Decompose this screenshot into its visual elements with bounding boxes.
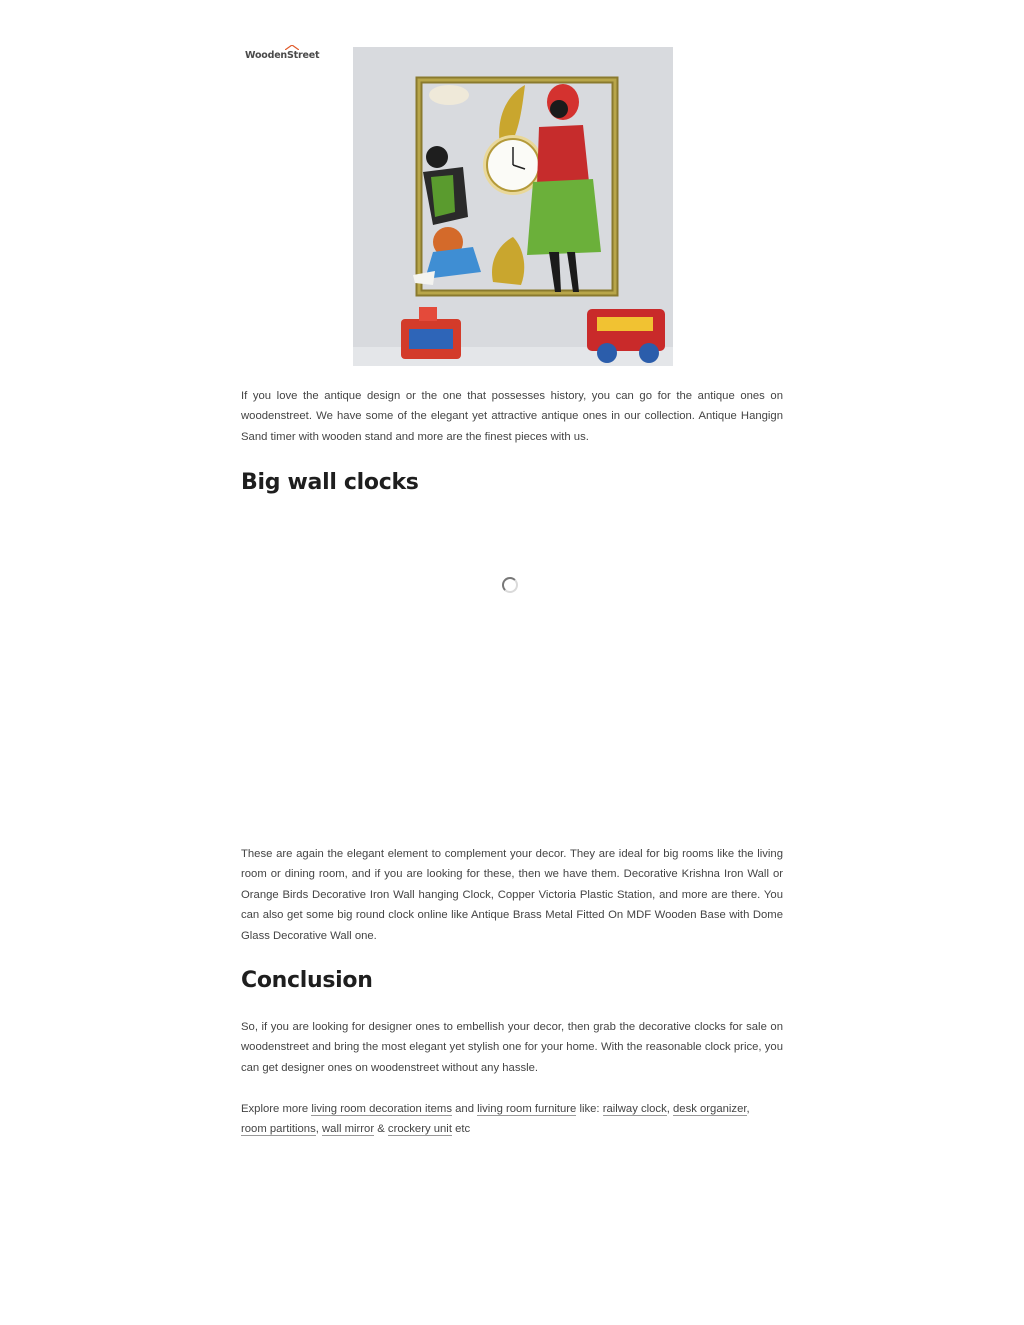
loading-spinner-icon — [502, 577, 518, 593]
link-living-room-furniture[interactable]: living room furniture — [477, 1103, 577, 1115]
comma-separator: , — [666, 1103, 670, 1115]
explore-prefix: Explore more — [241, 1103, 309, 1115]
clock-artwork-illustration — [353, 47, 673, 366]
logo-text: WoodenStreet — [245, 50, 320, 61]
explore-and: and — [455, 1103, 474, 1115]
link-living-room-decoration[interactable]: living room decoration items — [311, 1103, 452, 1115]
conclusion-paragraph — [241, 1017, 783, 1078]
link-room-partitions[interactable]: room partitions — [241, 1123, 316, 1136]
big-wall-clocks-paragraph — [241, 844, 783, 946]
section-heading-conclusion: Conclusion — [241, 968, 373, 993]
link-desk-organizer[interactable]: desk organizer — [673, 1103, 747, 1115]
comma-separator: , — [315, 1123, 319, 1136]
explore-more-paragraph — [241, 1099, 783, 1140]
product-image-wall-clock — [353, 47, 673, 366]
intro-paragraph-text: If you love the antique design or the one that possesses history, you can go for the antique ones on woodenstreet. We have some of the elegant yet attractive antique ones in our collection. Antique Hangign Sand timer with wooden stand and more are the finest pieces with us. — [241, 390, 783, 443]
section-heading-big-wall-clocks: Big wall clocks — [241, 470, 419, 495]
link-crockery-unit[interactable]: crockery unit — [387, 1123, 452, 1136]
explore-suffix: etc — [455, 1123, 471, 1136]
conclusion-text: So, if you are looking for designer ones to embellish your decor, then grab the decorative clocks for sale on woodenstreet and bring the most elegant yet stylish one for your home. With the reasonable clock price, you can get designer ones on woodenstreet without any hassle. — [241, 1021, 783, 1074]
intro-paragraph — [241, 386, 783, 447]
big-wall-clocks-text: These are again the elegant element to complement your decor. They are ideal for big rooms like the living room or dining room, and if you are looking for these, then we have them. Decorative Krishna Iron Wall or Orange Birds Decorative Iron Wall hanging Clock, Copper Victoria Plastic Station, and more are there. You can also get some big round clock online like Antique Brass Metal Fitted On MDF Wooden Base with Dome Glass Decorative Wall one. — [241, 848, 783, 942]
link-railway-clock[interactable]: railway clock — [602, 1103, 667, 1115]
woodenstreet-logo[interactable] — [245, 50, 319, 61]
explore-like: like: — [579, 1103, 600, 1115]
roof-icon — [285, 45, 299, 50]
comma-separator: , — [746, 1103, 750, 1115]
ampersand: & — [377, 1123, 385, 1136]
link-wall-mirror[interactable]: wall mirror — [322, 1123, 375, 1136]
